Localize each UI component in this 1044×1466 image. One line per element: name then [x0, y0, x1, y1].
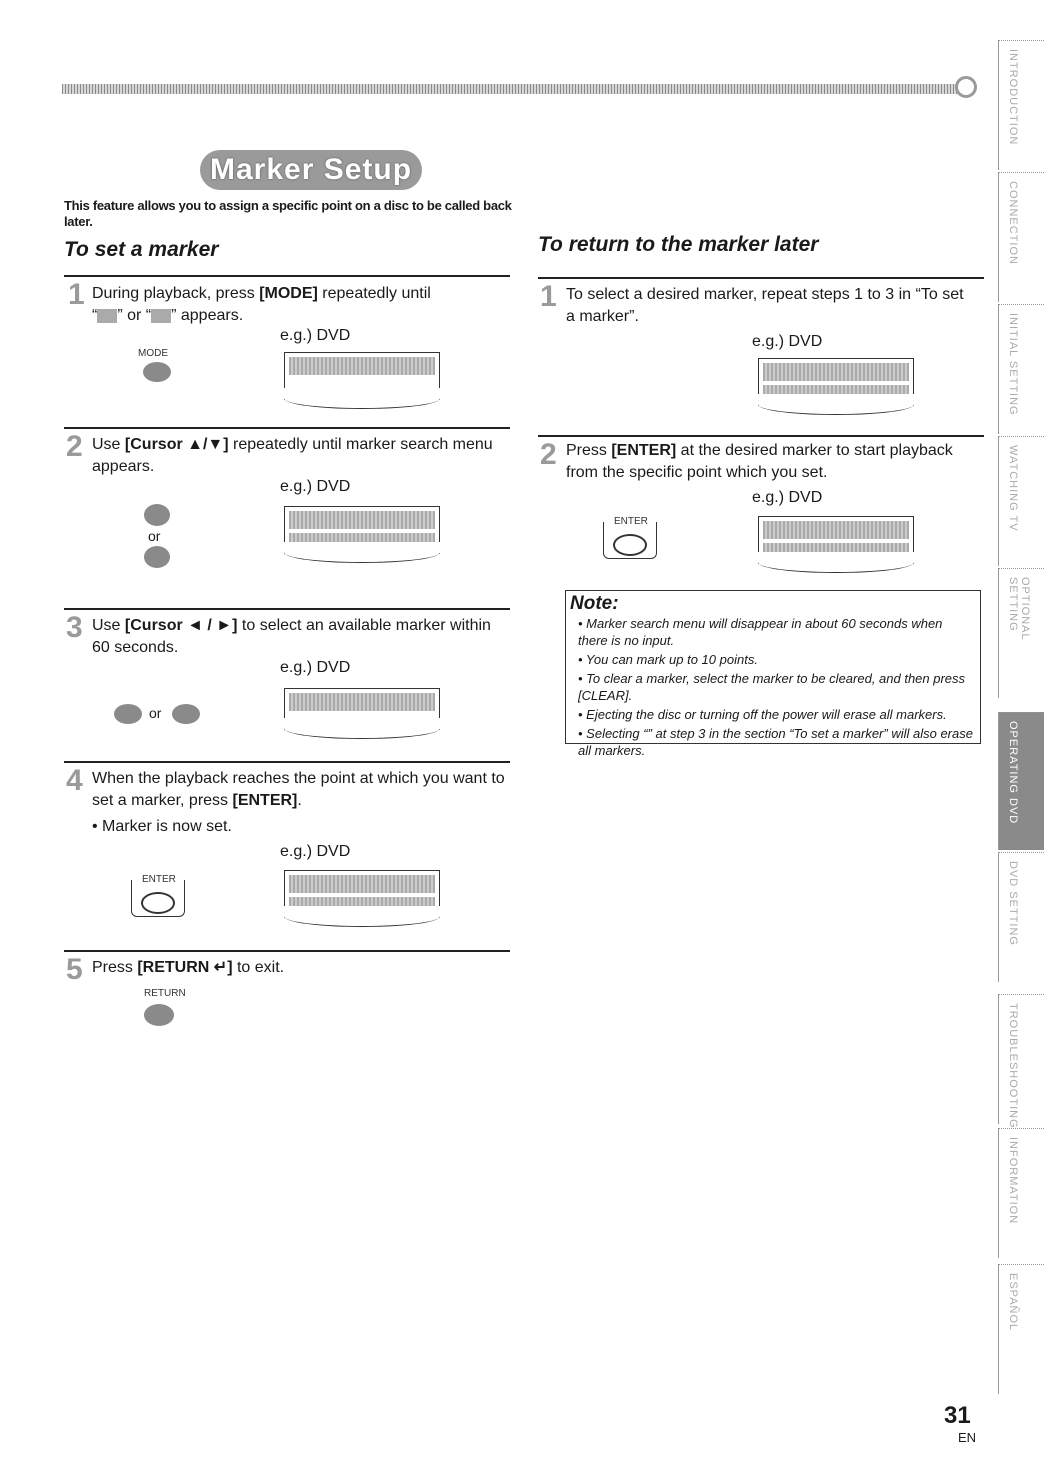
- side-tab-label: INITIAL SETTING: [1007, 313, 1019, 416]
- example-label: e.g.) DVD: [280, 843, 351, 860]
- dvd-screen-example: [284, 688, 440, 730]
- note-item: • Marker search menu will disappear in about 60 seconds when there is no input.: [578, 616, 943, 648]
- step-divider: [64, 950, 510, 952]
- step-key: [Cursor ◄ / ►]: [124, 617, 238, 634]
- step-text-part: ” appears.: [171, 307, 244, 324]
- note-title: Note:: [570, 593, 619, 614]
- step-text: To select a desired marker, repeat steps 1 to 3 in “To set a marker”.: [566, 286, 964, 325]
- screen-wave: [284, 718, 440, 739]
- note-box: [565, 590, 981, 758]
- side-tab-operating-dvd[interactable]: [998, 712, 1044, 850]
- step-divider: [64, 427, 510, 429]
- mode-button-icon: [143, 362, 171, 382]
- step-text-part: to select an available marker within 60 seconds.: [92, 617, 491, 656]
- note-item: • You can mark up to 10 points.: [578, 652, 758, 667]
- side-tab-espanol[interactable]: [998, 1264, 1044, 1394]
- dvd-screen-example: [284, 352, 440, 400]
- left-heading: To set a marker: [64, 238, 219, 261]
- step-text: [92, 283, 512, 327]
- enter-button-icon: [141, 892, 175, 914]
- step-key: [MODE]: [259, 285, 318, 302]
- step-number: 1: [68, 278, 85, 311]
- tr-icon: [151, 309, 171, 323]
- side-tab-information[interactable]: [998, 1128, 1044, 1258]
- note-item: • Selecting “” at step 3 in the section “To set a marker” will also erase all markers.: [578, 726, 973, 758]
- return-label: RETURN: [144, 988, 186, 999]
- step-text-part: repeatedly until: [317, 285, 431, 302]
- mode-label: MODE: [138, 348, 168, 359]
- step-key: [RETURN ↵]: [137, 959, 233, 976]
- side-tab-label: OPERATING DVD: [1007, 721, 1019, 825]
- dvd-screen-example: [284, 870, 440, 918]
- header-rule: [62, 84, 960, 94]
- enter-label: ENTER: [142, 874, 176, 885]
- step-text: [92, 615, 512, 659]
- side-tab-connection[interactable]: [998, 172, 1044, 302]
- step-number: 5: [66, 953, 83, 986]
- note-item: • To clear a marker, select the marker to be cleared, and then press [CLEAR].: [578, 671, 966, 703]
- side-tab-dvd-setting[interactable]: [998, 852, 1044, 982]
- side-tab-watching-tv[interactable]: [998, 436, 1044, 566]
- step-divider: [64, 275, 510, 277]
- osd-bar: [289, 357, 435, 375]
- right-heading: To return to the marker later: [538, 233, 819, 256]
- step-text-part: Use: [92, 617, 125, 634]
- step-text-part: to exit.: [232, 959, 285, 976]
- side-tab-introduction[interactable]: [998, 40, 1044, 170]
- page-number: 31: [944, 1402, 971, 1429]
- or-label: or: [149, 705, 162, 721]
- step-number: 3: [66, 611, 83, 644]
- language-label: EN: [958, 1430, 977, 1445]
- side-tab-label: INTRODUCTION: [1007, 49, 1019, 146]
- step-text-part: repeatedly until marker search menu appears.: [92, 436, 493, 475]
- step-text: [92, 434, 512, 478]
- step-subtext: • Marker is now set.: [92, 818, 232, 835]
- step-text-part: During playback, press: [92, 285, 260, 302]
- screen-wave: [284, 388, 440, 409]
- header-circle: [955, 76, 977, 98]
- step-divider: [538, 277, 984, 279]
- cursor-right-icon: [172, 704, 200, 724]
- step-text: [92, 957, 512, 979]
- example-label: e.g.) DVD: [280, 478, 351, 495]
- note-list: [566, 615, 980, 759]
- step-number: 2: [66, 430, 83, 463]
- example-label: e.g.) DVD: [280, 659, 351, 676]
- step-text-part: ” or “: [117, 307, 152, 324]
- step-number: 1: [540, 280, 557, 313]
- page-title: Marker Setup: [200, 150, 422, 190]
- dvd-screen-example: [758, 516, 914, 564]
- example-label: e.g.) DVD: [752, 333, 823, 350]
- return-button-icon: [144, 1004, 174, 1026]
- cursor-left-icon: [114, 704, 142, 724]
- osd-bar: [763, 363, 909, 381]
- step-text-part: at the desired marker to start playback from the specific point which you set.: [566, 442, 953, 481]
- screen-wave: [758, 552, 914, 573]
- screen-wave: [284, 542, 440, 563]
- enter-button-icon: [613, 534, 647, 556]
- step-key: [Cursor ▲/▼]: [124, 436, 229, 453]
- step-text-part: .: [297, 792, 302, 809]
- step-text-part: Use: [92, 436, 125, 453]
- side-tab-label: DVD SETTING: [1007, 861, 1019, 946]
- dvd-screen-example: [284, 506, 440, 554]
- screen-wave: [284, 906, 440, 927]
- step-number: 2: [540, 438, 557, 471]
- side-tab-label: TROUBLESHOOTING: [1007, 1003, 1019, 1129]
- step-key: [ENTER]: [232, 792, 298, 809]
- side-tab-label: WATCHING TV: [1007, 445, 1019, 532]
- cursor-up-icon: [144, 504, 170, 526]
- intro-text: This feature allows you to assign a specific point on a disc to be called back later.: [64, 198, 512, 229]
- step-text-part: When the playback reaches the point at which you want to set a marker, press: [92, 770, 505, 809]
- step-divider: [64, 761, 510, 763]
- side-tab-initial-setting[interactable]: [998, 304, 1044, 434]
- enter-label: ENTER: [614, 516, 648, 527]
- ch-icon: [97, 309, 117, 323]
- step-divider: [538, 435, 984, 437]
- osd-bar: [289, 693, 435, 711]
- screen-wave: [758, 394, 914, 415]
- side-tab-label: INFORMATION: [1007, 1137, 1019, 1225]
- step-text: [566, 440, 976, 484]
- step-text-part: “: [92, 307, 98, 324]
- osd-bar: [763, 521, 909, 539]
- side-tab-label: OPTIONAL SETTING: [1007, 577, 1031, 641]
- example-label: e.g.) DVD: [752, 489, 823, 506]
- step-key: [ENTER]: [611, 442, 677, 459]
- step-text-part: Press: [566, 442, 612, 459]
- side-tab-label: CONNECTION: [1007, 181, 1019, 265]
- side-tab-label: ESPAÑOL: [1007, 1273, 1019, 1332]
- or-label: or: [148, 528, 161, 544]
- osd-bar: [289, 875, 435, 893]
- side-tab-troubleshooting[interactable]: [998, 994, 1044, 1129]
- step-divider: [64, 608, 510, 610]
- side-tab-optional-setting[interactable]: [998, 568, 1044, 698]
- step-text: [92, 768, 512, 812]
- step-text-part: Press: [92, 959, 138, 976]
- cursor-down-icon: [144, 546, 170, 568]
- dvd-screen-example: [758, 358, 914, 406]
- step-number: 4: [66, 764, 83, 797]
- note-item: • Ejecting the disc or turning off the power will erase all markers.: [578, 707, 947, 722]
- osd-bar: [289, 511, 435, 529]
- example-label: e.g.) DVD: [280, 327, 351, 344]
